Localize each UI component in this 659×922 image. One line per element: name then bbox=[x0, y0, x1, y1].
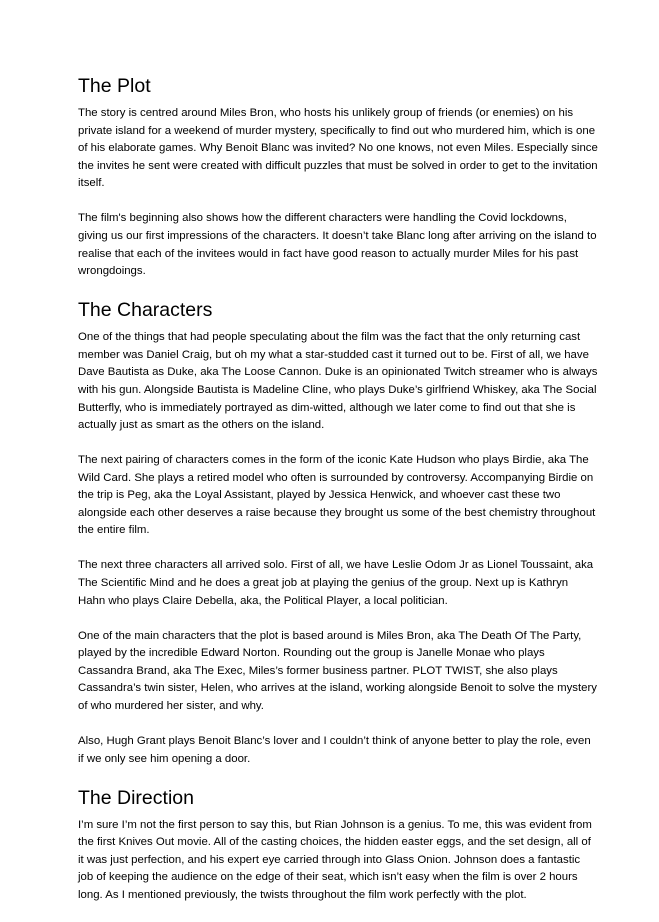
section-the-characters bbox=[78, 298, 598, 768]
heading-the-plot: The Plot bbox=[78, 75, 151, 97]
characters-paragraph-2: The next pairing of characters comes in the form of the iconic Kate Hudson who plays Birdie, aka The Wild Card. She plays a retired model who often is surrounded by controversy. Accompanying Birdie on the trip is Peg, aka the Loyal Assistant, played by Jessica Henwick, and whoever cast these two alongside each other deserves a raise because they brought us some of the best chemistry throughout the entire film. bbox=[78, 454, 596, 537]
direction-paragraph-1: I’m sure I’m not the first person to say this, but Rian Johnson is a genius. To me, this was evident from the first Knives Out movie. All of the casting choices, the hidden easter eggs, and the set design, all of it was just perfection, and his expert eye carried through into Glass Onion. Johnson does a fantastic job of keeping the audience on the edge of their seat, which isn’t easy when the film is over 2 hours long. As I mentioned previously, the twists throughout the film work perfectly with the plot. bbox=[78, 818, 592, 901]
plot-paragraph-1: The story is centred around Miles Bron, who hosts his unlikely group of friends (or enemies) on his private island for a weekend of murder mystery, specifically to find out who murdered him, which is one of his elaborate games. Why Benoit Blanc was invited? No one knows, not even Miles. Especially since the invites he sent were created with difficult puzzles that must be solved in order to get to the invitation itself. bbox=[78, 107, 598, 190]
heading-the-direction: The Direction bbox=[78, 786, 194, 809]
section-the-plot bbox=[78, 74, 598, 281]
characters-paragraph-4: One of the main characters that the plot is based around is Miles Bron, aka The Death Of The Party, played by the incredible Edward Norton. Rounding out the group is Janelle Monae who plays Cassandra Brand, aka The Exec, Miles’s former business partner. PLOT TWIST, she also plays Cassandra’s twin sister, Helen, who arrives at the island, working alongside Benoit to solve the mystery of who murdered her sister, and why. bbox=[78, 629, 597, 712]
plot-paragraph-2: The film's beginning also shows how the different characters were handling the Covid lockdowns, giving us our first impressions of the characters. It doesn’t take Blanc long after arriving on the island to realise that each of the invitees would in fact have good reason to actually murder Miles for his past wrongdoings. bbox=[78, 212, 597, 278]
heading-the-characters: The Characters bbox=[78, 299, 213, 322]
section-the-direction bbox=[78, 786, 598, 905]
characters-paragraph-5: Also, Hugh Grant plays Benoit Blanc’s lover and I couldn’t think of anyone better to play the role, even if we only see him opening a door. bbox=[78, 734, 591, 765]
characters-paragraph-3: The next three characters all arrived solo. First of all, we have Leslie Odom Jr as Lionel Toussaint, aka The Scientific Mind and he does a great job at playing the genius of the group. Next up is Kathryn Hahn who plays Claire Debella, aka, the Political Player, a local politician. bbox=[78, 559, 594, 607]
document-page bbox=[78, 74, 598, 922]
characters-paragraph-1: One of the things that had people speculating about the film was the fact that the only returning cast member was Daniel Craig, but oh my what a star-studded cast it turned out to be. First of all, we have Dave Bautista as Duke, aka The Loose Cannon. Duke is an opinionated Twitch streamer who is always with his gun. Alongside Bautista is Madeline Cline, who plays Duke’s girlfriend Whiskey, aka The Social Butterfly, who is immediately portrayed as dim-witted, although we later come to find out that she is actually just as smart as the others on the island. bbox=[78, 331, 598, 432]
